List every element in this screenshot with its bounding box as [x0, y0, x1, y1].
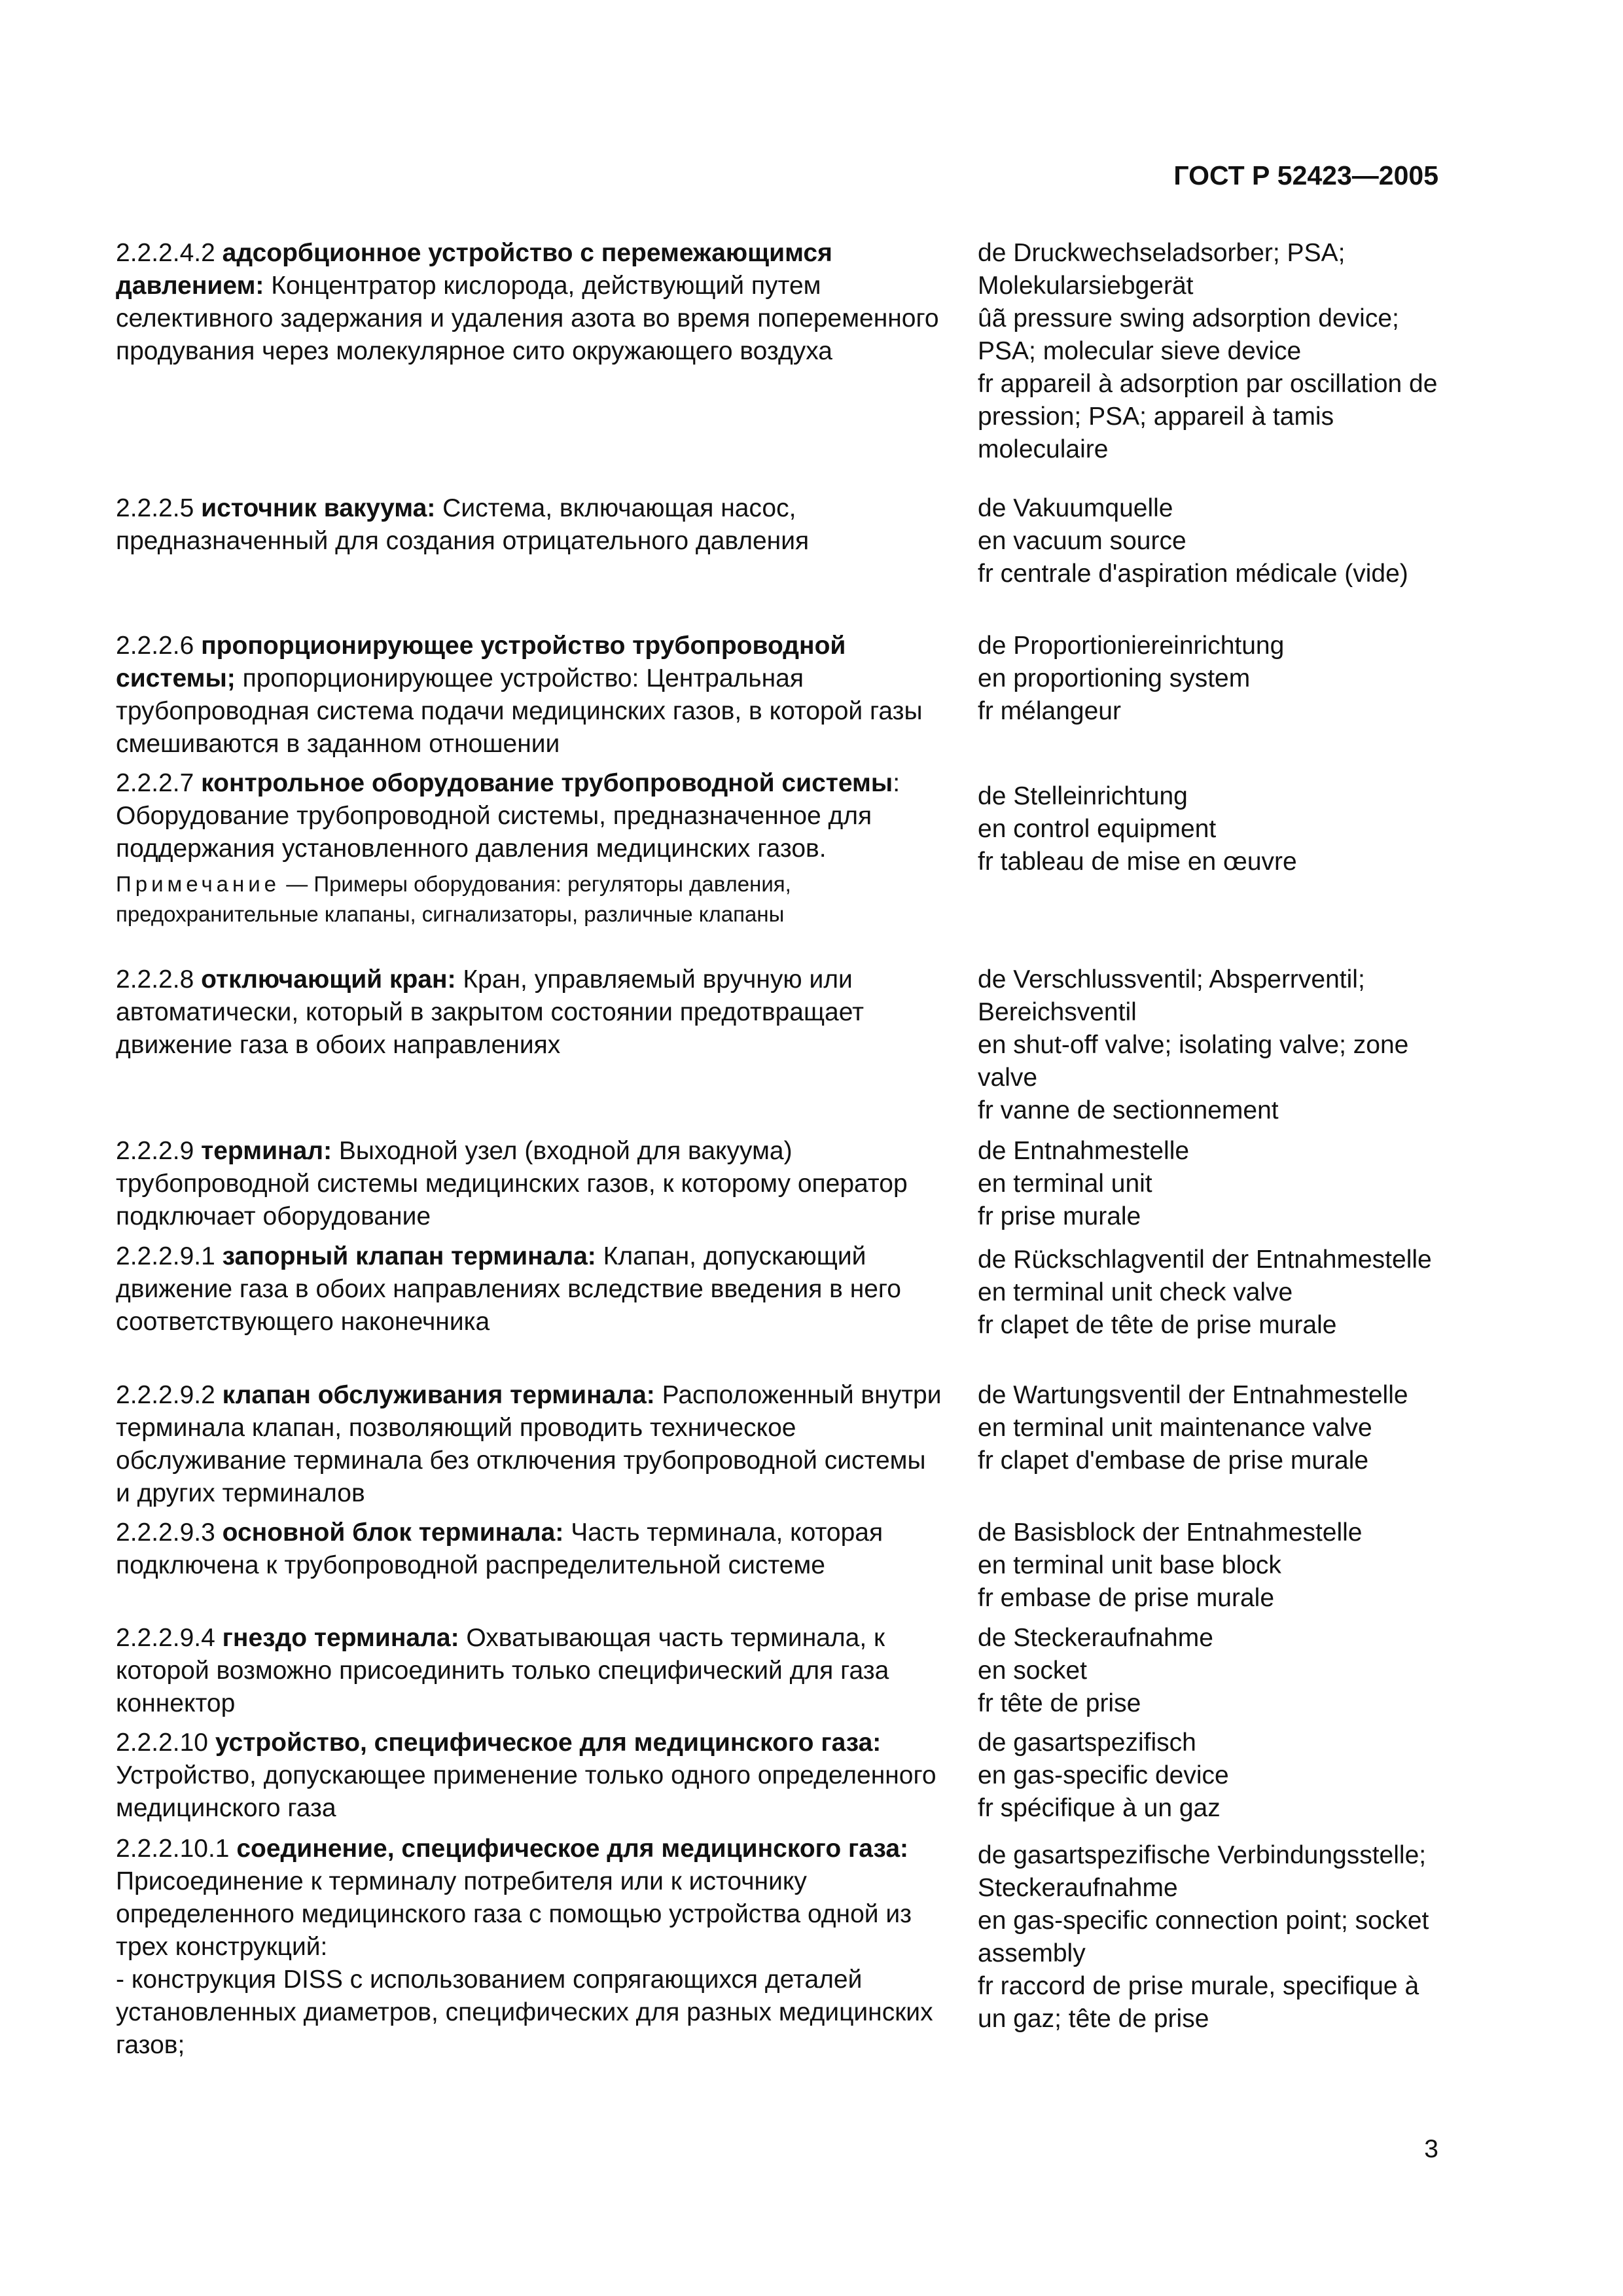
- entry-term: терминал:: [201, 1137, 332, 1165]
- entry-definition: Устройство, допускающее применение только одного определенного медицинского газа: [116, 1761, 936, 1822]
- foreign-fr: fr clapet de tête de prise murale: [978, 1311, 1337, 1339]
- entry-number: 2.2.2.9: [116, 1137, 194, 1165]
- entry-term: контрольное оборудование трубопроводной системы: [201, 769, 893, 797]
- entry-foreign-2.2.2.9: [978, 1135, 1449, 1233]
- entry-term: источник вакуума:: [201, 494, 436, 522]
- foreign-de: de Wartungsventil der Entnahmestelle: [978, 1381, 1408, 1409]
- entry-ru-2.2.2.7: [116, 767, 944, 929]
- foreign-en: en vacuum source: [978, 527, 1186, 555]
- entry-term: основной блок терминала:: [222, 1518, 564, 1547]
- entry-definition: Охватывающая часть терминала, к которой возможно присоединить только специфический для газа коннектор: [116, 1624, 889, 1717]
- foreign-en: en terminal unit check valve: [978, 1278, 1293, 1306]
- entry-definition: Система, включающая насос, предназначенный для создания отрицательного давления: [116, 494, 810, 555]
- foreign-en: en socket: [978, 1657, 1087, 1685]
- entry-foreign-2.2.2.10.1: [978, 1839, 1449, 2036]
- entry-term: клапан обслуживания терминала:: [222, 1381, 655, 1409]
- entry-number: 2.2.2.9.1: [116, 1242, 215, 1270]
- entry-foreign-2.2.2.9.2: [978, 1379, 1449, 1477]
- foreign-en: en proportioning system: [978, 664, 1251, 692]
- foreign-de: de Rückschlagventil der Entnahmestelle: [978, 1246, 1432, 1274]
- entry-foreign-2.2.2.10: [978, 1727, 1449, 1825]
- entry-ru-2.2.2.9.1: [116, 1240, 944, 1338]
- entry-definition: Центральная трубопроводная система подачи медицинских газов, в которой газы смешиваются в заданном отношении: [116, 664, 923, 758]
- foreign-fr: fr clapet d'embase de prise murale: [978, 1446, 1369, 1475]
- foreign-de: de Proportioniereinrichtung: [978, 632, 1285, 660]
- entry-term: отключающий кран:: [201, 965, 456, 994]
- foreign-de: de Steckeraufnahme: [978, 1624, 1213, 1652]
- document-code-header: ГОСТ Р 52423—2005: [1173, 160, 1438, 190]
- entry-number: 2.2.2.7: [116, 769, 194, 797]
- entry-number: 2.2.2.5: [116, 494, 194, 522]
- entry-foreign-2.2.2.8: [978, 963, 1449, 1127]
- entry-ru-2.2.2.9.4: [116, 1622, 944, 1720]
- foreign-en: en terminal unit: [978, 1170, 1152, 1198]
- foreign-de: de Stelleinrichtung: [978, 782, 1188, 810]
- foreign-de: de Druckwechseladsorber; PSA; Molekularsiebgerät: [978, 239, 1346, 300]
- entry-definition: Присоединение к терминалу потребителя или к источнику определенного медицинского газа с помощью устройства одной из трех конструкций:: [116, 1867, 912, 1961]
- entry-number: 2.2.2.9.2: [116, 1381, 215, 1409]
- foreign-fr: fr centrale d'aspiration médicale (vide): [978, 560, 1408, 588]
- foreign-fr: fr spécifique à un gaz: [978, 1794, 1221, 1822]
- foreign-de: de Verschlussventil; Absperrventil; Bereichsventil: [978, 965, 1365, 1026]
- entry-foreign-2.2.2.7: [978, 780, 1449, 878]
- foreign-en: en terminal unit base block: [978, 1551, 1281, 1579]
- foreign-fr: fr vanne de sectionnement: [978, 1096, 1279, 1124]
- entry-number: 2.2.2.4.2: [116, 239, 215, 267]
- entry-foreign-2.2.2.9.1: [978, 1244, 1449, 1342]
- entry-definition: Кран, управляемый вручную или автоматически, который в закрытом состоянии предотвращает движение газа в обоих направлениях: [116, 965, 864, 1059]
- foreign-en: en gas-specific device: [978, 1761, 1229, 1789]
- entry-number: 2.2.2.6: [116, 632, 194, 660]
- note-label: Примечание: [116, 872, 281, 896]
- entry-foreign-2.2.2.4.2: [978, 237, 1449, 466]
- foreign-fr: fr embase de prise murale: [978, 1584, 1275, 1612]
- entry-term: запорный клапан терминала:: [222, 1242, 596, 1270]
- foreign-fr: fr appareil à adsorption par oscillation de pression; PSA; appareil à tamis moleculaire: [978, 370, 1438, 463]
- entry-definition: Клапан, допускающий движение газа в обоих направлениях вследствие введения в него соответствующего наконечника: [116, 1242, 901, 1336]
- entry-ru-2.2.2.10: [116, 1727, 944, 1825]
- entry-number: 2.2.2.8: [116, 965, 194, 994]
- foreign-de: de gasartspezifische Verbindungsstelle; Steckeraufnahme: [978, 1841, 1427, 1902]
- foreign-en: ûã pressure swing adsorption device; PSA; molecular sieve device: [978, 304, 1399, 365]
- entry-term: соединение, специфическое для медицинского газа:: [236, 1835, 909, 1863]
- page-number: 3: [1424, 2135, 1438, 2163]
- foreign-en: en gas-specific connection point; socket assembly: [978, 1907, 1429, 1967]
- foreign-fr: fr tête de prise: [978, 1689, 1141, 1717]
- entry-definition: : Оборудование трубопроводной системы, предназначенное для поддержания установленного давления медицинских газов.: [116, 769, 901, 863]
- entry-term: пропорционирующее устройство трубопроводной системы;: [116, 632, 846, 692]
- entry-ru-2.2.2.9.3: [116, 1516, 944, 1582]
- entry-term-synonym: пропорционирующее устройство:: [242, 664, 639, 692]
- entry-ru-2.2.2.9.2: [116, 1379, 944, 1510]
- entry-number: 2.2.2.10: [116, 1729, 208, 1757]
- entry-number: 2.2.2.9.4: [116, 1624, 215, 1652]
- foreign-en: en control equipment: [978, 815, 1217, 843]
- foreign-fr: fr mélangeur: [978, 697, 1121, 725]
- note-text: — Примеры оборудования: регуляторы давления, предохранительные клапаны, сигнализаторы, различные клапаны: [116, 872, 791, 926]
- entry-number: 2.2.2.10.1: [116, 1835, 230, 1863]
- entry-ru-2.2.2.4.2: [116, 237, 944, 368]
- entry-ru-2.2.2.6: [116, 630, 944, 761]
- entry-foreign-2.2.2.9.3: [978, 1516, 1449, 1615]
- foreign-de: de Entnahmestelle: [978, 1137, 1190, 1165]
- foreign-fr: fr raccord de prise murale, specifique à un gaz; tête de prise: [978, 1972, 1419, 2033]
- entry-list-item: - конструкция DISS с использованием сопрягающихся деталей установленных диаметров, специфических для разных медицинских газов;: [116, 1965, 933, 2059]
- foreign-de: de gasartspezifisch: [978, 1729, 1196, 1757]
- entry-term: гнездо терминала:: [222, 1624, 459, 1652]
- entry-definition: Расположенный внутри терминала клапан, позволяющий проводить техническое обслуживание терминала без отключения трубопроводной системы и других терминалов: [116, 1381, 942, 1507]
- entry-definition: Выходной узел (входной для вакуума) трубопроводной системы медицинских газов, к которому оператор подключает оборудование: [116, 1137, 908, 1230]
- entry-note: [116, 869, 944, 929]
- entry-term: адсорбционное устройство с перемежающимся давлением:: [116, 239, 832, 300]
- foreign-fr: fr tableau de mise en œuvre: [978, 848, 1297, 876]
- entry-foreign-2.2.2.5: [978, 492, 1449, 590]
- entry-definition: Часть терминала, которая подключена к трубопроводной распределительной системе: [116, 1518, 883, 1579]
- foreign-en: en terminal unit maintenance valve: [978, 1414, 1372, 1442]
- entry-number: 2.2.2.9.3: [116, 1518, 215, 1547]
- entry-definition: Концентратор кислорода, действующий путем селективного задержания и удаления азота во время попеременного продувания через молекулярное сито окружающего воздуха: [116, 272, 939, 365]
- foreign-de: de Basisblock der Entnahmestelle: [978, 1518, 1363, 1547]
- foreign-fr: fr prise murale: [978, 1202, 1141, 1230]
- foreign-de: de Vakuumquelle: [978, 494, 1173, 522]
- entry-foreign-2.2.2.9.4: [978, 1622, 1449, 1720]
- entry-ru-2.2.2.8: [116, 963, 944, 1062]
- entry-ru-2.2.2.10.1: [116, 1833, 944, 2062]
- entry-ru-2.2.2.9: [116, 1135, 944, 1233]
- entry-ru-2.2.2.5: [116, 492, 944, 558]
- entry-foreign-2.2.2.6: [978, 630, 1449, 728]
- foreign-en: en shut-off valve; isolating valve; zone valve: [978, 1031, 1409, 1092]
- entry-term: устройство, специфическое для медицинского газа:: [215, 1729, 882, 1757]
